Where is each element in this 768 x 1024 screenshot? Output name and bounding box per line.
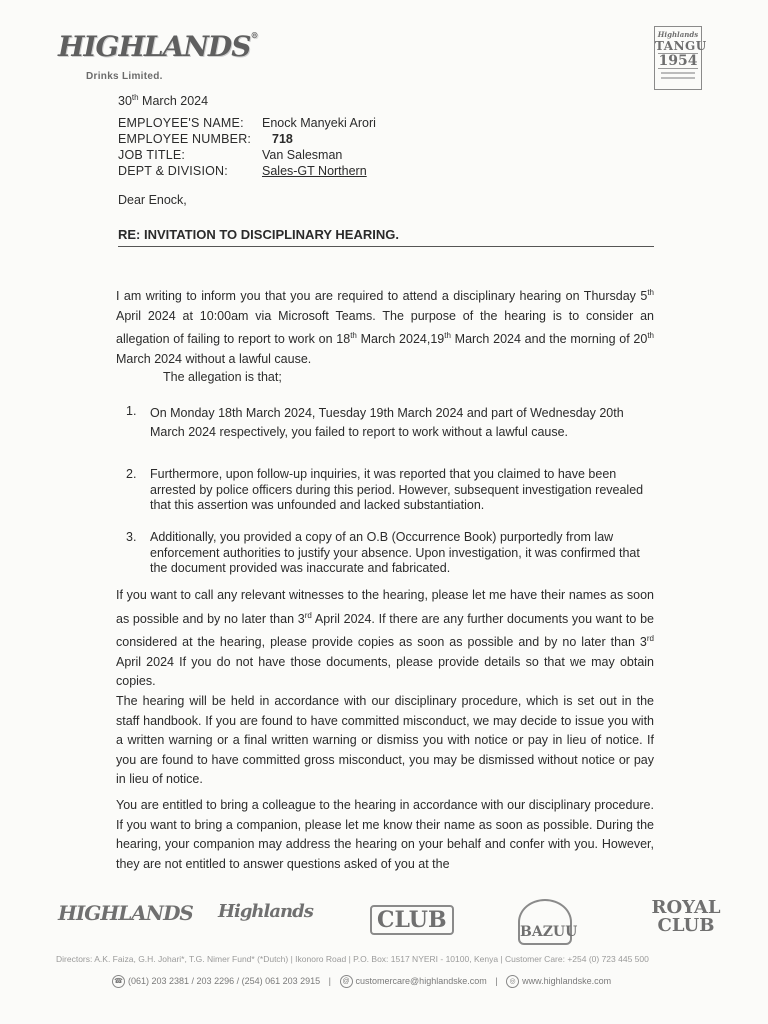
letter-date: 30th March 2024 <box>118 93 209 109</box>
job-title-label: JOB TITLE: <box>118 148 186 162</box>
phone-icon: ☎ <box>112 975 125 988</box>
brand-logo-bazuu: BAZUU <box>518 899 572 945</box>
allegation-text: Additionally, you provided a copy of an O.B (Occurrence Book) purportedly from law enforcement authorities to justify your absence. Upon investigation, it was confirmed that the document provided was inaccurate and fabricated. <box>150 530 640 575</box>
allegation-intro: The allegation is that; <box>163 370 282 384</box>
body-paragraph-2: If you want to call any relevant witnesses to the hearing, please let me have their names as soon as possible and by no later than 3rd April 2024. If there are any further documents you want to be considered at the hearing, please provide copies as soon as possible and by no later than 3rd April 2024 If you do not have those documents, please provide details so that we may obtain copies. <box>116 588 654 689</box>
department-value: Sales-GT Northern <box>262 164 367 178</box>
website: www.highlandske.com <box>522 975 612 986</box>
email-address: customercare@highlandske.com <box>355 975 487 986</box>
allegation-text: On Monday 18th March 2024, Tuesday 19th March 2024 and part of Wednesday 20th March 2024 respectively, you failed to report to work without a lawful cause. <box>150 406 624 439</box>
employee-number-label: EMPLOYEE NUMBER: <box>118 132 252 146</box>
contact-line <box>112 975 712 988</box>
globe-icon: ◎ <box>506 975 519 988</box>
tangu-badge-brand: Highlands <box>657 30 699 39</box>
body-paragraph-3: The hearing will be held in accordance with our disciplinary procedure, which is set out in the staff handbook. If you are found to have committed misconduct, we may decide to issue you with a written warning or a final written warning or dismiss you with notice or pay in lieu of notice. If you are found to have committed gross misconduct, you may be dismissed without notice or pay in lieu of notice. <box>116 694 654 786</box>
brand-logo-highlands: HIGHLANDS <box>58 901 193 925</box>
allegation-number: 2. <box>126 467 137 481</box>
directors-line: Directors: A.K. Faiza, G.H. Johari*, T.G. Nimer Fund* (*Dutch) | Ikonoro Road | P.O. Box: 1517 NYERI - 10100, Kenya | Customer Care: +254 (0) 723 445 500 <box>56 954 649 964</box>
tangu-badge <box>654 26 707 90</box>
subject-line: RE: INVITATION TO DISCIPLINARY HEARING. <box>118 227 654 247</box>
phone-numbers: (061) 203 2381 / 203 2296 / (254) 061 203 2915 <box>128 975 321 986</box>
separator: | <box>495 975 498 986</box>
greeting: Dear Enock, <box>118 193 187 207</box>
brand-strip <box>50 897 730 947</box>
brand-logo-royal-club: ROYAL CLUB <box>651 897 721 936</box>
company-logo <box>58 30 257 63</box>
employee-name-label: EMPLOYEE'S NAME: <box>118 116 244 130</box>
registered-mark: ® <box>250 30 258 40</box>
separator: | <box>328 975 332 986</box>
allegation-text: Furthermore, upon follow-up inquiries, it was reported that you claimed to have been arrested by police officers during this period. However, subsequent investigation revealed that this assertion was unfounded and lacked substantiation. <box>150 467 644 512</box>
allegation-number: 3. <box>126 530 137 544</box>
employee-name-value: Enock Manyeki Arori <box>262 116 376 130</box>
logo-text: HIGHLANDS <box>58 30 251 63</box>
brand-logo-highlands-cordials: Highlands <box>218 901 313 922</box>
email-icon: @ <box>340 975 353 988</box>
body-paragraph-1: I am writing to inform you that you are required to attend a disciplinary hearing on Thursday 5th April 2024 at 10:00am via Microsoft Teams. The purpose of the hearing is to consider an allegation of failing to report to work on 18th March 2024,19th March 2024 and the morning of 20th March 2024 without a lawful cause. <box>116 288 654 366</box>
tangu-badge-year: 1954 <box>658 53 698 69</box>
company-name: Drinks Limited. <box>86 71 163 82</box>
department-label: DEPT & DIVISION: <box>118 164 228 178</box>
tangu-badge-divider <box>661 72 695 74</box>
employee-number-value: 718 <box>272 132 293 146</box>
tangu-badge-divider <box>661 77 695 79</box>
tangu-badge-name: TANGU <box>655 39 707 53</box>
job-title-value: Van Salesman <box>262 148 343 162</box>
allegation-number: 1. <box>126 404 137 418</box>
brand-logo-club: CLUB <box>370 905 454 935</box>
body-paragraph-4: You are entitled to bring a colleague to the hearing in accordance with our disciplinary procedure. If you want to bring a companion, please let me know their name as soon as possible. During the hearing, your companion may address the hearing on your behalf and confer with you. However, they are not entitled to answer questions asked of you at the <box>116 798 654 871</box>
